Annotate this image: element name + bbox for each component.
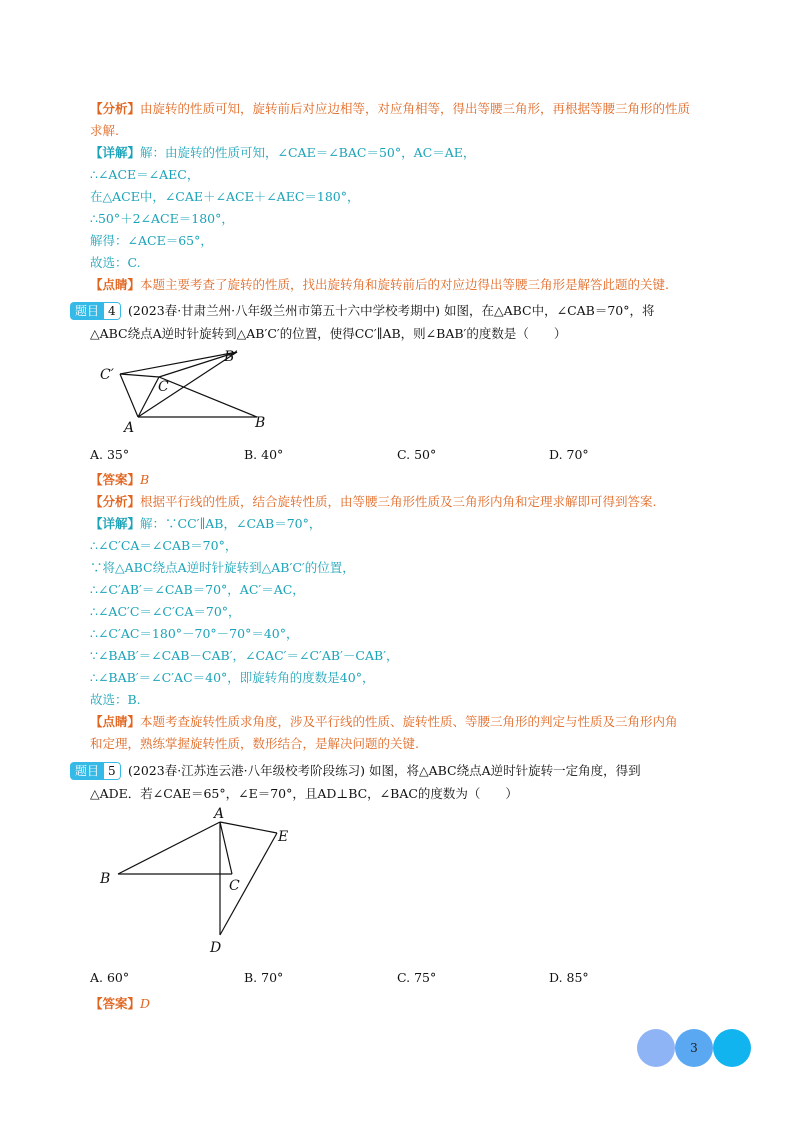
label-b: B [100,871,111,887]
question-badge-label: 题目 [70,762,104,780]
q4-option-c[interactable]: C. 50° [397,447,437,462]
label-c-prime: C′ [100,367,114,383]
segment-c-prime-c [120,374,159,377]
pager-dot-left [637,1029,675,1067]
prev-detail-line-1: 【详解】解：由旋转的性质可知，∠CAE＝∠BAC＝50°，AC＝AE， [90,145,476,160]
detail-tag: 【详解】 [90,516,141,531]
page-number-indicator [637,1029,751,1067]
q5-answer-value: D [140,996,151,1011]
q4-detail-line-9: 故选：B. [90,692,141,707]
comment-tag: 【点睛】 [90,714,141,729]
prev-analysis-line-1: 【分析】由旋转的性质可知，旋转前后对应边相等，对应角相等，得出等腰三角形，再根据等腰三角形的性质 [90,101,691,116]
q5-option-d[interactable]: D. 85° [549,970,589,985]
q4-stem-line-2: △ABC绕点A逆时针旋转到△AB′C′的位置，使得CC′∥AB，则∠BAB′的度数是（ ） [90,326,567,341]
segment-c-prime-a [120,374,138,417]
segment-a-b [118,822,220,874]
q5-option-a[interactable]: A. 60° [90,970,130,985]
q4-detail-line-2: ∴∠C′CA＝∠CAB＝70°， [90,538,238,553]
prev-detail-line-4: ∴50°＋2∠ACE＝180°， [90,211,234,226]
q5-stem-line-1: (2023春·江苏连云港·八年级校考阶段练习) 如图，将△ABC绕点A逆时针旋转一定角度，得到 [128,763,641,778]
prev-analysis-line-2: 求解. [90,123,119,138]
q4-detail-line-3: ∵将△ABC绕点A逆时针旋转到△AB′C′的位置， [90,560,355,575]
q4-analysis-line: 【分析】根据平行线的性质，结合旋转性质，由等腰三角形性质及三角形内角和定理求解即可得到答案. [90,494,657,509]
segment-a-c [220,822,232,874]
label-e: E [278,829,289,845]
q4-figure [96,343,286,438]
q5-stem-line-2: △ADE．若∠CAE＝65°，∠E＝70°，且AD⊥BC，∠BAC的度数为（ ） [90,786,518,801]
segment-c-b [159,377,257,417]
q5-figure [96,803,296,958]
q4-detail-line-8: ∴∠BAB′＝∠C′AC＝40°，即旋转角的度数是40°， [90,670,375,685]
q4-answer-line [90,471,149,489]
page-number: 3 [690,1041,698,1055]
q4-detail-line-5: ∴∠AC′C＝∠C′CA＝70°， [90,604,241,619]
comment-tag: 【点睛】 [90,277,141,292]
question-badge-number: 4 [104,302,121,320]
question-badge-5 [70,762,121,780]
q4-comment-line-1: 【点睛】本题考查旋转性质求角度，涉及平行线的性质、旋转性质、等腰三角形的判定与性质及三角形内角 [90,714,678,729]
analysis-tag: 【分析】 [90,101,141,116]
label-b: B [255,415,266,431]
pager-dot-right [713,1029,751,1067]
question-badge-label: 题目 [70,302,104,320]
label-d: D [210,940,222,956]
q4-detail-line-4: ∴∠C′AB′＝∠CAB＝70°，AC′＝AC， [90,582,305,597]
q4-stem-line-1: (2023春·甘肃兰州·八年级兰州市第五十六中学校考期中) 如图，在△ABC中，∠CAB＝70°，将 [128,303,655,318]
q4-option-b[interactable]: B. 40° [244,447,284,462]
prev-detail-line-3: 在△ACE中，∠CAE＋∠ACE＋∠AEC＝180°， [90,189,360,204]
q4-option-a[interactable]: A. 35° [90,447,130,462]
q4-detail-line-7: ∵∠BAB′＝∠CAB－CAB′，∠CAC′＝∠C′AB′－CAB′， [90,648,399,663]
q4-option-d[interactable]: D. 70° [549,447,589,462]
prev-comment-line: 【点睛】本题主要考查了旋转的性质，找出旋转角和旋转前后的对应边得出等腰三角形是解答此题的关键. [90,277,669,292]
detail-tag: 【详解】 [90,145,141,160]
q5-answer-line [90,995,150,1013]
label-c: C [229,878,240,894]
label-b-prime: B′ [224,349,238,365]
q4-comment-line-2: 和定理，熟练掌握旋转性质，数形结合，是解决问题的关键. [90,736,419,751]
answer-tag: 【答案】 [90,472,141,487]
q4-answer-value: B [140,472,150,487]
label-a: A [214,806,225,822]
answer-tag: 【答案】 [90,996,141,1011]
analysis-tag: 【分析】 [90,494,141,509]
q5-option-b[interactable]: B. 70° [244,970,284,985]
segment-a-e [220,822,277,833]
prev-detail-line-2: ∴∠ACE＝∠AEC， [90,167,200,182]
prev-detail-line-5: 解得：∠ACE＝65°， [90,233,213,248]
label-c: C [158,379,169,395]
label-a: A [124,420,135,436]
prev-detail-line-6: 故选：C. [90,255,141,270]
q4-detail-line-6: ∴∠C′AC＝180°－70°－70°＝40°， [90,626,299,641]
q5-option-c[interactable]: C. 75° [397,970,437,985]
question-badge-4 [70,302,121,320]
q4-detail-line-1: 【详解】解：∵CC′∥AB，∠CAB＝70°， [90,516,322,531]
segment-a-c [138,377,159,417]
question-badge-number: 5 [104,762,121,780]
